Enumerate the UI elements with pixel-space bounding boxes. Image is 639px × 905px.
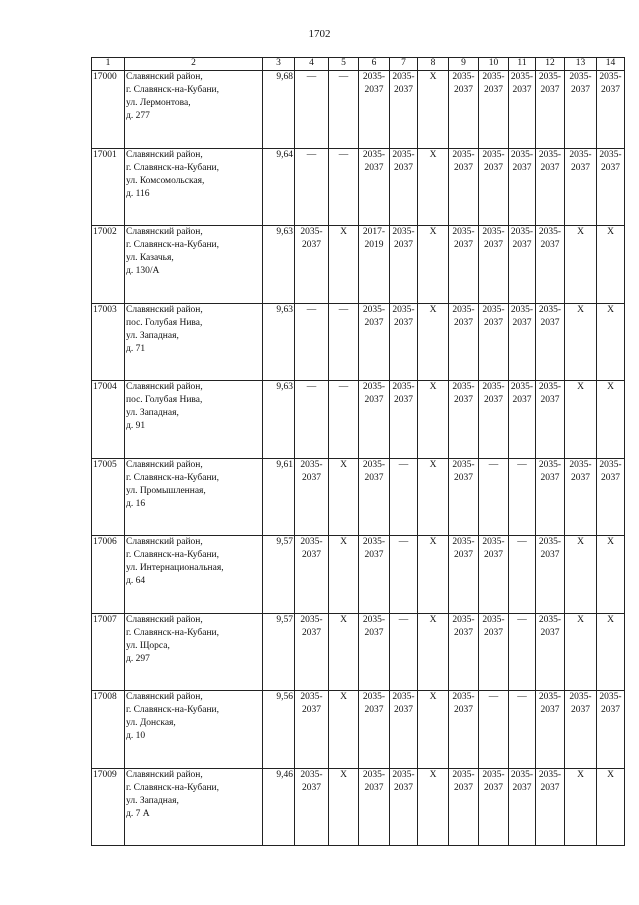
data-table xyxy=(91,57,625,846)
period-cell: 2035- 2037 xyxy=(536,148,565,226)
value-cell: 9,63 xyxy=(263,303,295,381)
address-line: Славянский район, xyxy=(126,692,203,702)
address-line: д. 7 А xyxy=(126,808,150,819)
period-cell: 2035- 2037 xyxy=(479,148,509,226)
period-cell: 2035- 2037 xyxy=(509,768,536,846)
address-line: д. 130/А xyxy=(126,266,160,276)
period-cell: — xyxy=(329,303,359,381)
address-cell xyxy=(125,148,263,226)
table-row xyxy=(92,303,625,381)
table-row xyxy=(92,226,625,304)
period-cell: Х xyxy=(597,536,625,614)
period-cell: 2035- 2037 xyxy=(536,381,565,459)
period-cell: 2035- 2037 xyxy=(565,71,597,149)
address-line: ул. Лермонтова, xyxy=(126,98,191,108)
row-number: 17002 xyxy=(92,226,125,304)
address-line: Славянский район, xyxy=(126,537,203,547)
address-line: Славянский район, xyxy=(126,614,203,625)
period-cell: — xyxy=(295,381,329,459)
address-line: г. Славянск-на-Кубани, xyxy=(126,240,219,250)
period-cell: — xyxy=(390,613,418,691)
period-cell: 2035- 2037 xyxy=(359,613,390,691)
period-cell: 2035- 2037 xyxy=(390,303,418,381)
column-header: 4 xyxy=(295,58,329,71)
address-line: г. Славянск-на-Кубани, xyxy=(126,705,219,715)
address-line: Славянский район, xyxy=(126,304,203,315)
period-cell: 2035- 2037 xyxy=(295,613,329,691)
address-line: ул. Западная, xyxy=(126,330,179,341)
address-line: ул. Западная, xyxy=(126,408,179,418)
table-row xyxy=(92,536,625,614)
period-cell: Х xyxy=(418,148,449,226)
value-cell: 9,46 xyxy=(263,768,295,846)
period-cell: 2035- 2037 xyxy=(509,226,536,304)
period-cell: 2017- 2019 xyxy=(359,226,390,304)
period-cell: 2035- 2037 xyxy=(390,71,418,149)
period-cell: 2035- 2037 xyxy=(536,458,565,536)
period-cell: 2035- 2037 xyxy=(449,536,479,614)
period-cell: Х xyxy=(418,381,449,459)
period-cell: Х xyxy=(418,768,449,846)
address-line: д. 10 xyxy=(126,731,146,741)
address-line: пос. Голубая Нива, xyxy=(126,317,203,328)
header-row xyxy=(92,58,625,71)
period-cell: 2035- 2037 xyxy=(536,768,565,846)
period-cell: 2035- 2037 xyxy=(565,691,597,769)
address-cell xyxy=(125,381,263,459)
address-line: ул. Комсомольская, xyxy=(126,175,205,186)
column-header: 12 xyxy=(536,58,565,71)
period-cell: Х xyxy=(565,536,597,614)
address-line: д. 16 xyxy=(126,498,146,509)
column-header: 5 xyxy=(329,58,359,71)
period-cell: 2035- 2037 xyxy=(536,71,565,149)
period-cell: 2035- 2037 xyxy=(295,458,329,536)
value-cell: 9,68 xyxy=(263,71,295,149)
period-cell: — xyxy=(329,148,359,226)
address-line: д. 91 xyxy=(126,421,146,431)
period-cell: Х xyxy=(597,381,625,459)
period-cell: Х xyxy=(597,226,625,304)
address-cell xyxy=(125,691,263,769)
column-header: 8 xyxy=(418,58,449,71)
address-line: Славянский район, xyxy=(126,459,203,470)
period-cell: 2035- 2037 xyxy=(536,691,565,769)
period-cell: — xyxy=(390,536,418,614)
address-line: д. 64 xyxy=(126,576,146,586)
address-line: г. Славянск-на-Кубани, xyxy=(126,550,219,560)
period-cell: Х xyxy=(418,691,449,769)
address-line: д. 277 xyxy=(126,111,150,121)
period-cell: Х xyxy=(329,536,359,614)
period-cell: 2035- 2037 xyxy=(479,71,509,149)
period-cell: 2035- 2037 xyxy=(449,613,479,691)
period-cell: 2035- 2037 xyxy=(479,303,509,381)
period-cell: 2035- 2037 xyxy=(359,381,390,459)
column-header: 14 xyxy=(597,58,625,71)
period-cell: — xyxy=(479,458,509,536)
period-cell: Х xyxy=(597,613,625,691)
address-cell xyxy=(125,613,263,691)
period-cell: Х xyxy=(329,226,359,304)
address-line: г. Славянск-на-Кубани, xyxy=(126,85,219,95)
period-cell: 2035- 2037 xyxy=(449,148,479,226)
address-line: Славянский район, xyxy=(126,72,203,82)
period-cell: 2035- 2037 xyxy=(449,691,479,769)
period-cell: — xyxy=(509,613,536,691)
period-cell: 2035- 2037 xyxy=(359,148,390,226)
period-cell: 2035- 2037 xyxy=(509,148,536,226)
period-cell: 2035- 2037 xyxy=(479,613,509,691)
column-header: 10 xyxy=(479,58,509,71)
period-cell: Х xyxy=(329,691,359,769)
period-cell: — xyxy=(390,458,418,536)
value-cell: 9,63 xyxy=(263,226,295,304)
period-cell: 2035- 2037 xyxy=(390,381,418,459)
period-cell: Х xyxy=(329,768,359,846)
period-cell: 2035- 2037 xyxy=(359,691,390,769)
table-row xyxy=(92,381,625,459)
table-body xyxy=(92,71,625,846)
period-cell: Х xyxy=(565,226,597,304)
address-line: ул. Щорса, xyxy=(126,640,170,651)
address-line: пос. Голубая Нива, xyxy=(126,395,203,405)
period-cell: Х xyxy=(418,303,449,381)
period-cell: 2035- 2037 xyxy=(597,458,625,536)
column-header: 7 xyxy=(390,58,418,71)
period-cell: 2035- 2037 xyxy=(597,148,625,226)
address-line: ул. Донская, xyxy=(126,718,176,728)
address-line: г. Славянск-на-Кубани, xyxy=(126,627,219,638)
table-row xyxy=(92,691,625,769)
period-cell: 2035- 2037 xyxy=(449,381,479,459)
period-cell: 2035- 2037 xyxy=(390,148,418,226)
period-cell: 2035- 2037 xyxy=(536,536,565,614)
period-cell: Х xyxy=(597,768,625,846)
period-cell: 2035- 2037 xyxy=(479,226,509,304)
period-cell: 2035- 2037 xyxy=(479,768,509,846)
period-cell: 2035- 2037 xyxy=(479,536,509,614)
address-cell xyxy=(125,536,263,614)
period-cell: — xyxy=(509,458,536,536)
period-cell: Х xyxy=(565,768,597,846)
period-cell: 2035- 2037 xyxy=(536,303,565,381)
column-header: 3 xyxy=(263,58,295,71)
period-cell: — xyxy=(509,536,536,614)
column-header: 6 xyxy=(359,58,390,71)
address-line: ул. Промышленная, xyxy=(126,485,206,496)
address-line: д. 297 xyxy=(126,653,150,664)
address-cell xyxy=(125,71,263,149)
address-cell xyxy=(125,226,263,304)
period-cell: 2035- 2037 xyxy=(359,71,390,149)
column-header: 11 xyxy=(509,58,536,71)
address-line: Славянский район, xyxy=(126,149,203,160)
row-number: 17001 xyxy=(92,148,125,226)
value-cell: 9,57 xyxy=(263,613,295,691)
address-cell xyxy=(125,303,263,381)
period-cell: Х xyxy=(418,458,449,536)
period-cell: 2035- 2037 xyxy=(359,536,390,614)
period-cell: 2035- 2037 xyxy=(449,768,479,846)
row-number: 17009 xyxy=(92,768,125,846)
value-cell: 9,56 xyxy=(263,691,295,769)
column-header: 2 xyxy=(125,58,263,71)
address-line: ул. Казачья, xyxy=(126,253,174,263)
value-cell: 9,64 xyxy=(263,148,295,226)
period-cell: 2035- 2037 xyxy=(536,226,565,304)
period-cell: Х xyxy=(565,613,597,691)
table-row xyxy=(92,71,625,149)
address-line: Славянский район, xyxy=(126,382,203,392)
period-cell: Х xyxy=(418,71,449,149)
value-cell: 9,63 xyxy=(263,381,295,459)
period-cell: Х xyxy=(418,613,449,691)
page-number: 1702 xyxy=(308,28,331,40)
period-cell: — xyxy=(295,148,329,226)
period-cell: 2035- 2037 xyxy=(597,71,625,149)
address-line: ул. Западная, xyxy=(126,795,179,806)
column-header: 13 xyxy=(565,58,597,71)
value-cell: 9,57 xyxy=(263,536,295,614)
period-cell: 2035- 2037 xyxy=(536,613,565,691)
period-cell: Х xyxy=(565,303,597,381)
address-line: Славянский район, xyxy=(126,769,203,780)
period-cell: — xyxy=(295,303,329,381)
period-cell: 2035- 2037 xyxy=(295,691,329,769)
address-line: г. Славянск-на-Кубани, xyxy=(126,472,219,483)
period-cell: 2035- 2037 xyxy=(509,71,536,149)
period-cell: — xyxy=(329,71,359,149)
row-number: 17008 xyxy=(92,691,125,769)
row-number: 17006 xyxy=(92,536,125,614)
row-number: 17003 xyxy=(92,303,125,381)
period-cell: 2035- 2037 xyxy=(597,691,625,769)
address-cell xyxy=(125,458,263,536)
period-cell: Х xyxy=(418,536,449,614)
address-cell xyxy=(125,768,263,846)
table-header xyxy=(92,58,625,71)
period-cell: 2035- 2037 xyxy=(509,381,536,459)
period-cell: 2035- 2037 xyxy=(449,71,479,149)
period-cell: Х xyxy=(329,458,359,536)
address-line: ул. Интернациональная, xyxy=(126,563,224,573)
period-cell: — xyxy=(479,691,509,769)
period-cell: 2035- 2037 xyxy=(359,768,390,846)
row-number: 17007 xyxy=(92,613,125,691)
period-cell: 2035- 2037 xyxy=(359,458,390,536)
period-cell: 2035- 2037 xyxy=(449,458,479,536)
period-cell: — xyxy=(509,691,536,769)
period-cell: 2035- 2037 xyxy=(390,691,418,769)
address-line: Славянский район, xyxy=(126,227,203,237)
table-row xyxy=(92,613,625,691)
period-cell: Х xyxy=(565,381,597,459)
address-line: г. Славянск-на-Кубани, xyxy=(126,162,219,173)
table-row xyxy=(92,148,625,226)
row-number: 17004 xyxy=(92,381,125,459)
period-cell: Х xyxy=(418,226,449,304)
period-cell: 2035- 2037 xyxy=(295,768,329,846)
table-row xyxy=(92,458,625,536)
address-line: г. Славянск-на-Кубани, xyxy=(126,782,219,793)
period-cell: 2035- 2037 xyxy=(449,226,479,304)
address-line: д. 116 xyxy=(126,188,150,199)
value-cell: 9,61 xyxy=(263,458,295,536)
row-number: 17005 xyxy=(92,458,125,536)
period-cell: Х xyxy=(597,303,625,381)
column-header: 9 xyxy=(449,58,479,71)
period-cell: 2035- 2037 xyxy=(390,768,418,846)
period-cell: 2035- 2037 xyxy=(295,226,329,304)
period-cell: 2035- 2037 xyxy=(565,458,597,536)
period-cell: 2035- 2037 xyxy=(390,226,418,304)
address-line: д. 71 xyxy=(126,343,146,354)
period-cell: — xyxy=(295,71,329,149)
period-cell: 2035- 2037 xyxy=(509,303,536,381)
period-cell: Х xyxy=(329,613,359,691)
row-number: 17000 xyxy=(92,71,125,149)
period-cell: 2035- 2037 xyxy=(449,303,479,381)
period-cell: — xyxy=(329,381,359,459)
column-header: 1 xyxy=(92,58,125,71)
period-cell: 2035- 2037 xyxy=(565,148,597,226)
period-cell: 2035- 2037 xyxy=(359,303,390,381)
period-cell: 2035- 2037 xyxy=(479,381,509,459)
table-row xyxy=(92,768,625,846)
period-cell: 2035- 2037 xyxy=(295,536,329,614)
